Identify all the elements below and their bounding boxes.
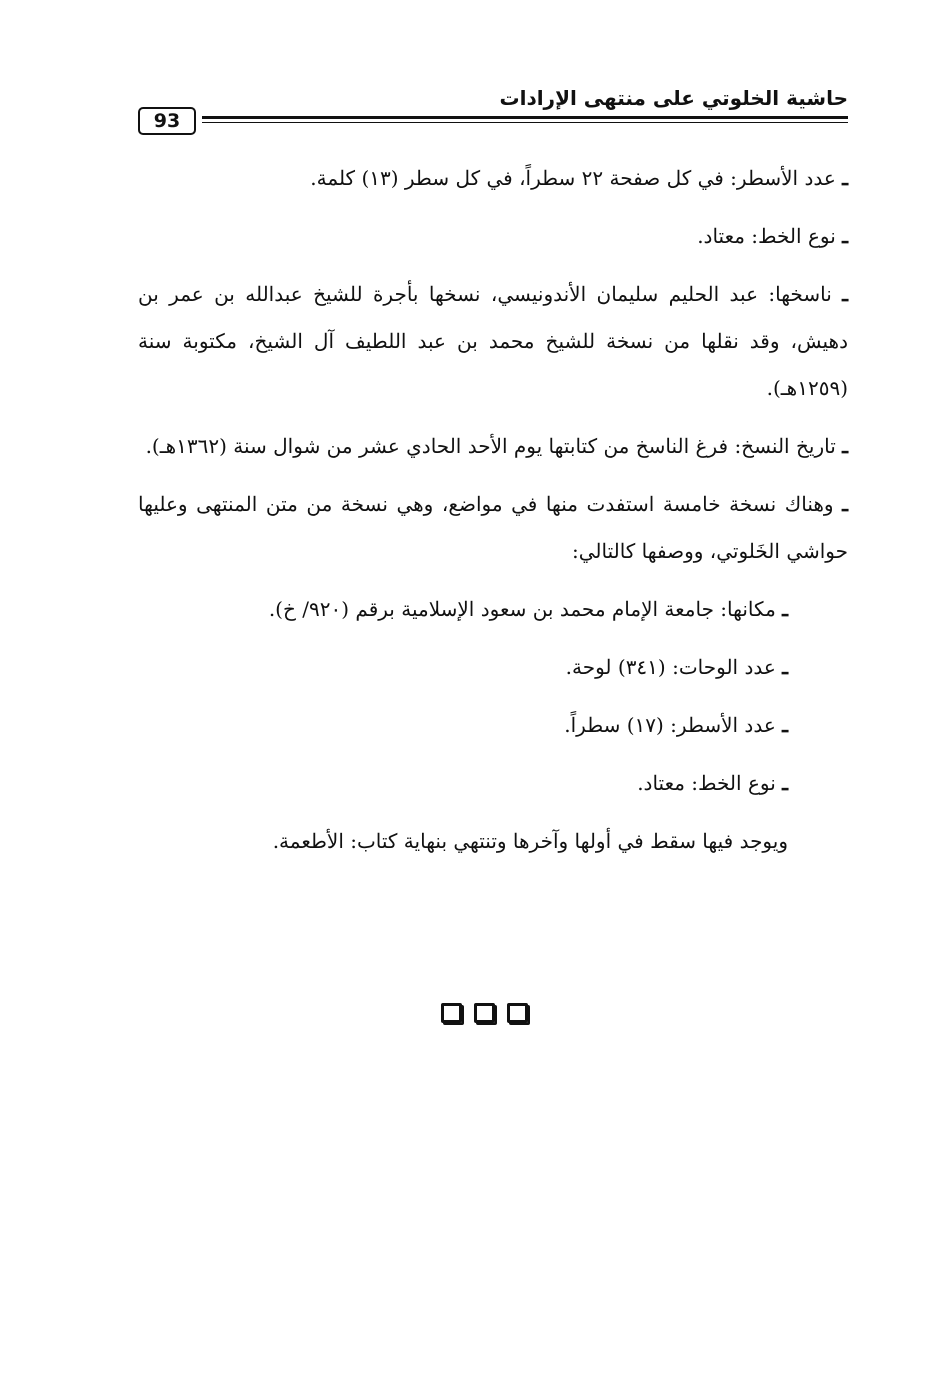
dash: ـ <box>782 597 788 621</box>
paragraph-text: عدد الأسطر: في كل صفحة ٢٢ سطراً، في كل سطر (١٣) كلمة. <box>310 166 843 190</box>
list-item-text: نوع الخط: معتاد. <box>637 771 783 795</box>
paragraph-script-type <box>138 213 848 260</box>
square-ornament-icon <box>474 1003 495 1023</box>
paragraph-text: نوع الخط: معتاد. <box>697 224 843 248</box>
square-ornament-icon <box>441 1003 462 1023</box>
dash: ـ <box>782 655 788 679</box>
paragraph-text: تاريخ النسخ: فرغ الناسخ من كتابتها يوم الأحد الحادي عشر من شوال سنة (١٣٦٢هـ). <box>145 434 843 458</box>
paragraph-text: وهناك نسخة خامسة استفدت منها في مواضع، وهي نسخة من متن المنتهى وعليها حواشي الخَلوتي، ووصفها كالتالي: <box>138 492 848 563</box>
dash: ـ <box>782 771 788 795</box>
list-item-script <box>138 760 848 807</box>
list-item-lines <box>138 702 848 749</box>
paragraph-copy-date <box>138 423 848 470</box>
dash: ـ <box>842 434 848 458</box>
paragraph-fifth-copy <box>138 481 848 575</box>
list-item-text: عدد الوحات: (٣٤١) لوحة. <box>565 655 783 679</box>
running-title: حاشية الخلوتي على منتهى الإرادات <box>499 86 848 110</box>
section-end-mark <box>441 1003 528 1023</box>
list-item-location <box>138 586 848 633</box>
page-header <box>138 80 848 140</box>
dash: ـ <box>842 282 848 306</box>
paragraph-copyist <box>138 271 848 412</box>
paragraph-line-count <box>138 155 848 202</box>
dash: ـ <box>842 224 848 248</box>
square-ornament-icon <box>507 1003 528 1023</box>
list-item-text: مكانها: جامعة الإمام محمد بن سعود الإسلامية برقم (٩٢٠/ خ). <box>268 597 783 621</box>
list-item-text: عدد الأسطر: (١٧) سطراً. <box>564 713 783 737</box>
page-number: 93 <box>138 107 196 135</box>
page-body <box>138 155 848 876</box>
dash: ـ <box>842 492 848 516</box>
header-rule <box>202 116 848 123</box>
paragraph-text: ناسخها: عبد الحليم سليمان الأندونيسي، نسخها بأجرة للشيخ عبدالله بن عمر بن دهيش، وقد نقلها من نسخة للشيخ محمد بن عبد اللطيف آل الشيخ، مكتوبة سنة (١٢٥٩هـ). <box>138 282 848 400</box>
list-item-folios <box>138 644 848 691</box>
closing-note: ويوجد فيها سقط في أولها وآخرها وتنتهي بنهاية كتاب: الأطعمة. <box>272 829 788 853</box>
dash: ـ <box>842 166 848 190</box>
dash: ـ <box>782 713 788 737</box>
